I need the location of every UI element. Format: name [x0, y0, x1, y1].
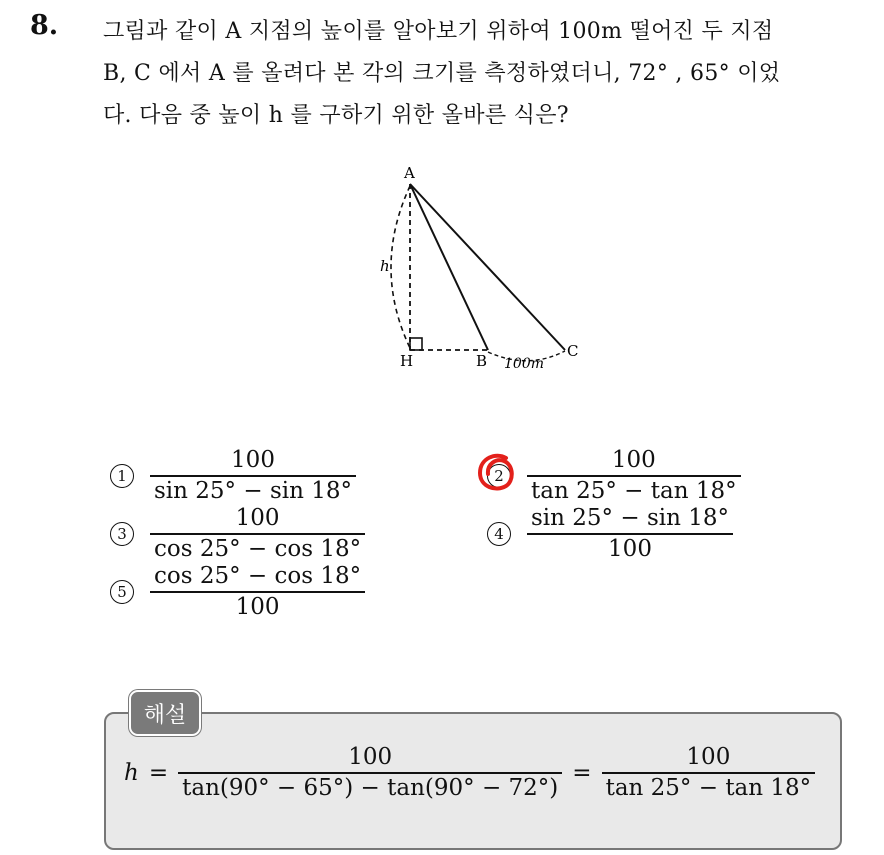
- solution-fraction-1: [178, 745, 562, 801]
- option-4[interactable]: [487, 506, 733, 562]
- triangle-figure: [360, 158, 600, 378]
- option-1-denominator: sin 25° − sin 18°: [154, 477, 352, 504]
- fraction-bar: [602, 772, 816, 774]
- fraction-bar: [527, 475, 741, 477]
- option-4-fraction: [527, 506, 733, 562]
- option-3[interactable]: [110, 506, 365, 562]
- solution-tag: 해설: [129, 690, 201, 736]
- label-b: B: [476, 352, 488, 370]
- fraction-bar: [527, 533, 733, 535]
- option-2-marker: 2: [487, 464, 511, 488]
- option-5-marker: 5: [110, 580, 134, 604]
- label-h-height: h: [380, 257, 390, 275]
- option-3-numerator: 100: [235, 505, 280, 531]
- answer-mark-icon: [476, 452, 516, 494]
- question-line-1: 그림과 같이 A 지점의 높이를 알아보기 위하여 100m 떨어진 두 지점: [103, 19, 774, 44]
- option-2-fraction: [527, 448, 741, 504]
- option-5-numerator: cos 25° − cos 18°: [154, 563, 362, 589]
- option-1-marker: 1: [110, 464, 134, 488]
- solution-fraction-1-denominator: tan(90° − 65°) − tan(90° − 72°): [182, 774, 559, 801]
- label-a: A: [404, 164, 415, 182]
- option-3-denominator: cos 25° − cos 18°: [154, 535, 362, 562]
- option-1-numerator: 100: [231, 447, 275, 473]
- question-line-2: B, C 에서 A 를 올려다 본 각의 크기를 측정하였더니, 72° , 65° 이었: [103, 61, 781, 86]
- option-5[interactable]: [110, 564, 365, 620]
- solution-fraction-2-denominator: tan 25° − tan 18°: [605, 774, 812, 801]
- option-2[interactable]: [487, 448, 741, 504]
- solution-fraction-2-numerator: 100: [686, 744, 731, 770]
- option-2-denominator: tan 25° − tan 18°: [531, 477, 737, 504]
- question-number: 8.: [30, 10, 59, 41]
- line-ab: [410, 184, 488, 350]
- option-5-denominator: 100: [235, 593, 280, 620]
- question-line-3: 다. 다음 중 높이 h 를 구하기 위한 올바른 식은?: [103, 103, 569, 128]
- solution-fraction-1-numerator: 100: [348, 744, 393, 770]
- option-3-marker: 3: [110, 522, 134, 546]
- option-4-denominator: 100: [608, 535, 652, 562]
- fraction-bar: [150, 591, 365, 593]
- option-5-fraction: [150, 564, 365, 620]
- option-1[interactable]: [110, 448, 356, 504]
- option-4-marker: 4: [487, 522, 511, 546]
- solution-fraction-2: [602, 745, 816, 801]
- label-h: H: [400, 352, 414, 370]
- fraction-bar: [150, 533, 365, 535]
- right-angle-mark: [410, 338, 422, 350]
- label-distance: 100m: [504, 356, 544, 372]
- option-4-numerator: sin 25° − sin 18°: [531, 505, 729, 531]
- solution-equals-1: =: [148, 760, 169, 787]
- line-ac: [410, 184, 565, 350]
- height-arc: [391, 186, 410, 348]
- fraction-bar: [178, 772, 562, 774]
- option-2-numerator: 100: [611, 447, 656, 473]
- option-1-fraction: [150, 448, 356, 504]
- solution-lhs: h: [124, 760, 139, 787]
- fraction-bar: [150, 475, 356, 477]
- option-3-fraction: [150, 506, 365, 562]
- label-c: C: [567, 342, 579, 360]
- solution-equation: [124, 745, 815, 801]
- solution-equals-2: =: [572, 760, 592, 787]
